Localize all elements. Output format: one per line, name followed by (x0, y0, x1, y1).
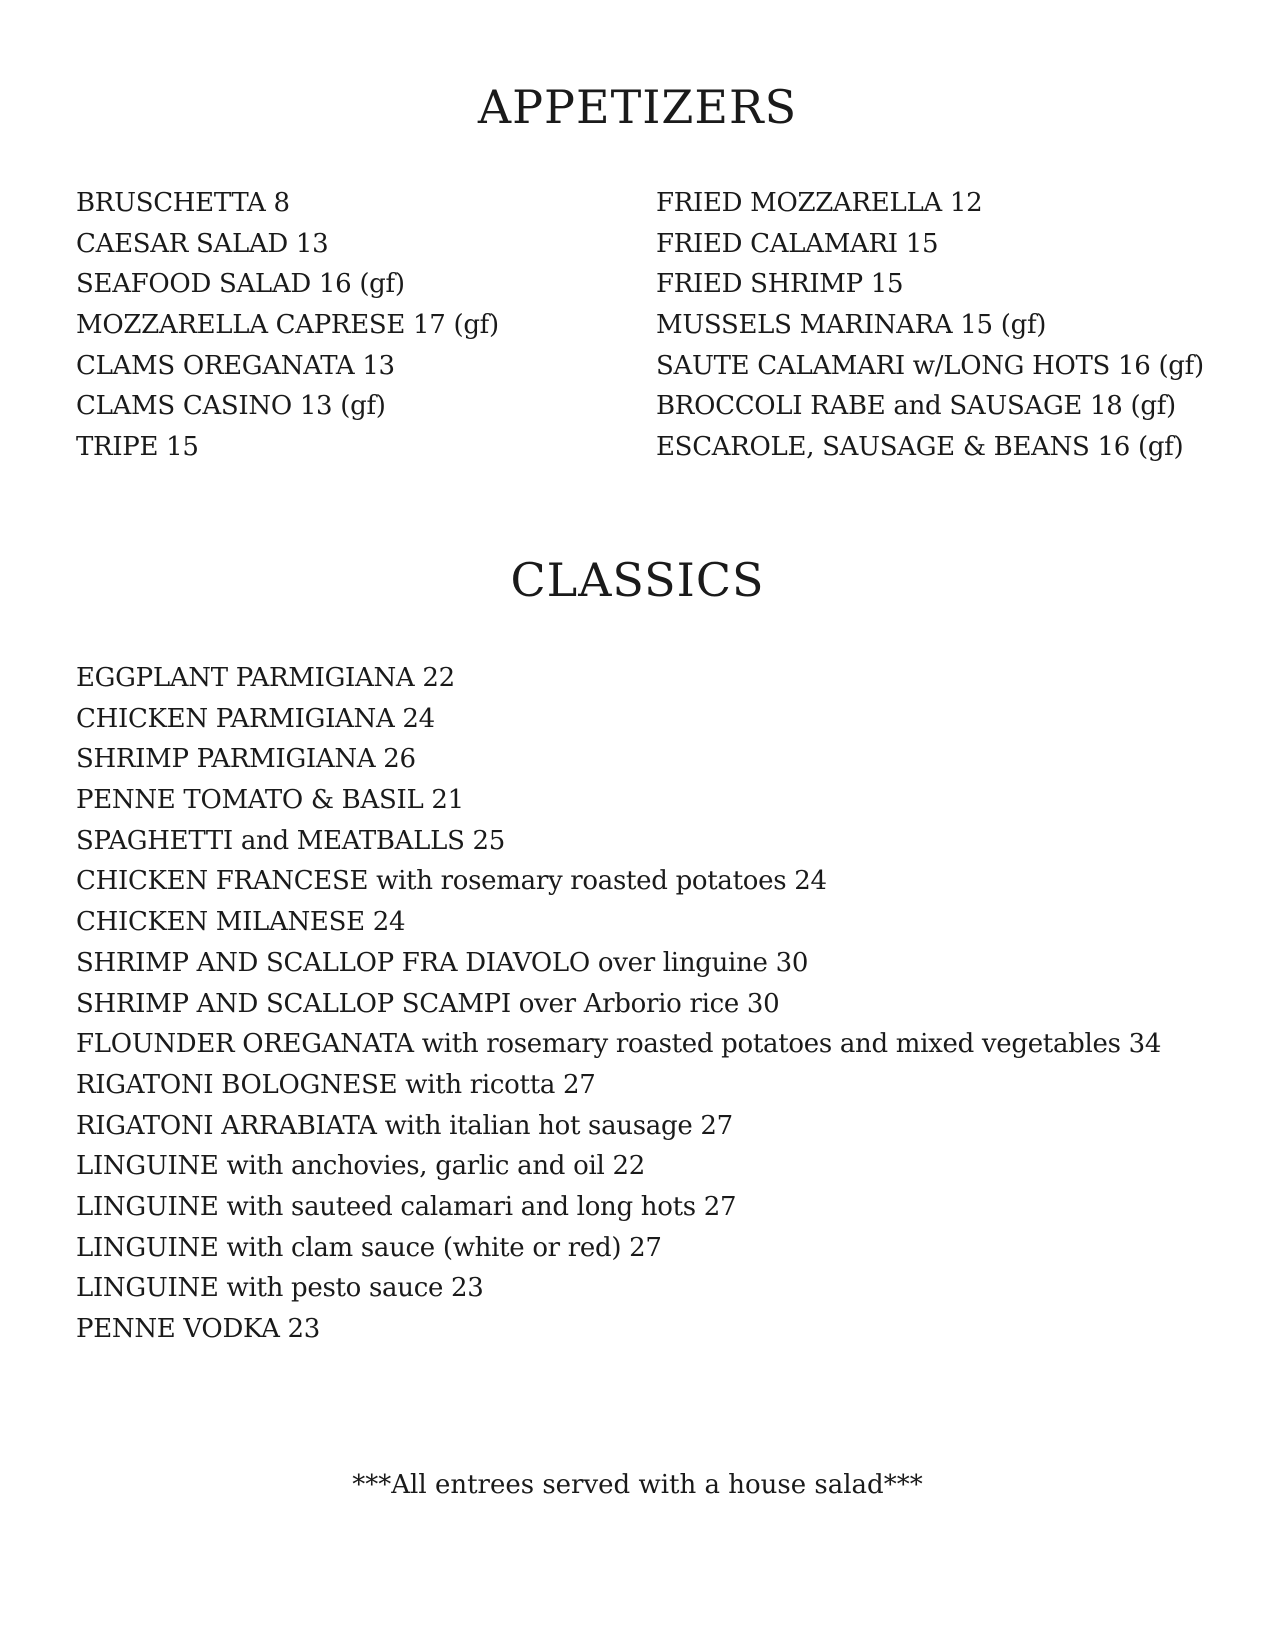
menu-item: FRIED MOZZARELLA 12 (656, 188, 983, 218)
menu-item: LINGUINE with clam sauce (white or red) 27 (76, 1232, 662, 1263)
menu-item: SEAFOOD SALAD 16 (gf) (76, 269, 405, 300)
menu-item: RIGATONI BOLOGNESE with ricotta 27 (76, 1069, 596, 1100)
menu-item: CLAMS CASINO 13 (gf) (76, 391, 386, 422)
menu-item: SHRIMP PARMIGIANA 26 (76, 744, 416, 775)
menu-item: TRIPE 15 (76, 432, 199, 463)
menu-item: SHRIMP AND SCALLOP FRA DIAVOLO over linguine 30 (76, 947, 809, 978)
menu-item: SPAGHETTI and MEATBALLS 25 (76, 825, 506, 856)
menu-item: PENNE TOMATO & BASIL 21 (76, 785, 464, 816)
menu-item: SAUTE CALAMARI w/LONG HOTS 16 (gf) (656, 350, 1204, 381)
appetizers-left-column (76, 183, 499, 468)
menu-item: CHICKEN PARMIGIANA 24 (76, 703, 435, 734)
menu-item: BRUSCHETTA 8 (76, 188, 290, 218)
menu-item: FLOUNDER OREGANATA with rosemary roasted potatoes and mixed vegetables 34 (76, 1029, 1162, 1060)
appetizers-right-column (656, 183, 1204, 468)
menu-item: FRIED CALAMARI 15 (656, 228, 939, 259)
footnote: ***All entrees served with a house salad*** (352, 1470, 923, 1500)
menu-item: PENNE VODKA 23 (76, 1314, 320, 1344)
menu-item: BROCCOLI RABE and SAUSAGE 18 (gf) (656, 391, 1176, 422)
menu-item: LINGUINE with sauteed calamari and long hots 27 (76, 1191, 737, 1222)
menu-item: MOZZARELLA CAPRESE 17 (gf) (76, 310, 499, 341)
menu-item: EGGPLANT PARMIGIANA 22 (76, 663, 455, 693)
classics-title: CLASSICS (510, 553, 765, 607)
menu-item: LINGUINE with anchovies, garlic and oil 22 (76, 1151, 645, 1182)
menu-item: RIGATONI ARRABIATA with italian hot sausage 27 (76, 1110, 733, 1141)
menu-item: CHICKEN FRANCESE with rosemary roasted potatoes 24 (76, 866, 827, 897)
menu-item: FRIED SHRIMP 15 (656, 269, 904, 300)
menu-item: CAESAR SALAD 13 (76, 228, 329, 259)
menu-item: CHICKEN MILANESE 24 (76, 907, 406, 938)
classics-list (76, 658, 1161, 1350)
menu-item: MUSSELS MARINARA 15 (gf) (656, 310, 1047, 341)
menu-item: CLAMS OREGANATA 13 (76, 350, 395, 381)
menu-item: LINGUINE with pesto sauce 23 (76, 1273, 484, 1304)
appetizers-title: APPETIZERS (477, 80, 798, 134)
menu-item: ESCAROLE, SAUSAGE & BEANS 16 (gf) (656, 432, 1184, 463)
menu-item: SHRIMP AND SCALLOP SCAMPI over Arborio rice 30 (76, 988, 780, 1019)
